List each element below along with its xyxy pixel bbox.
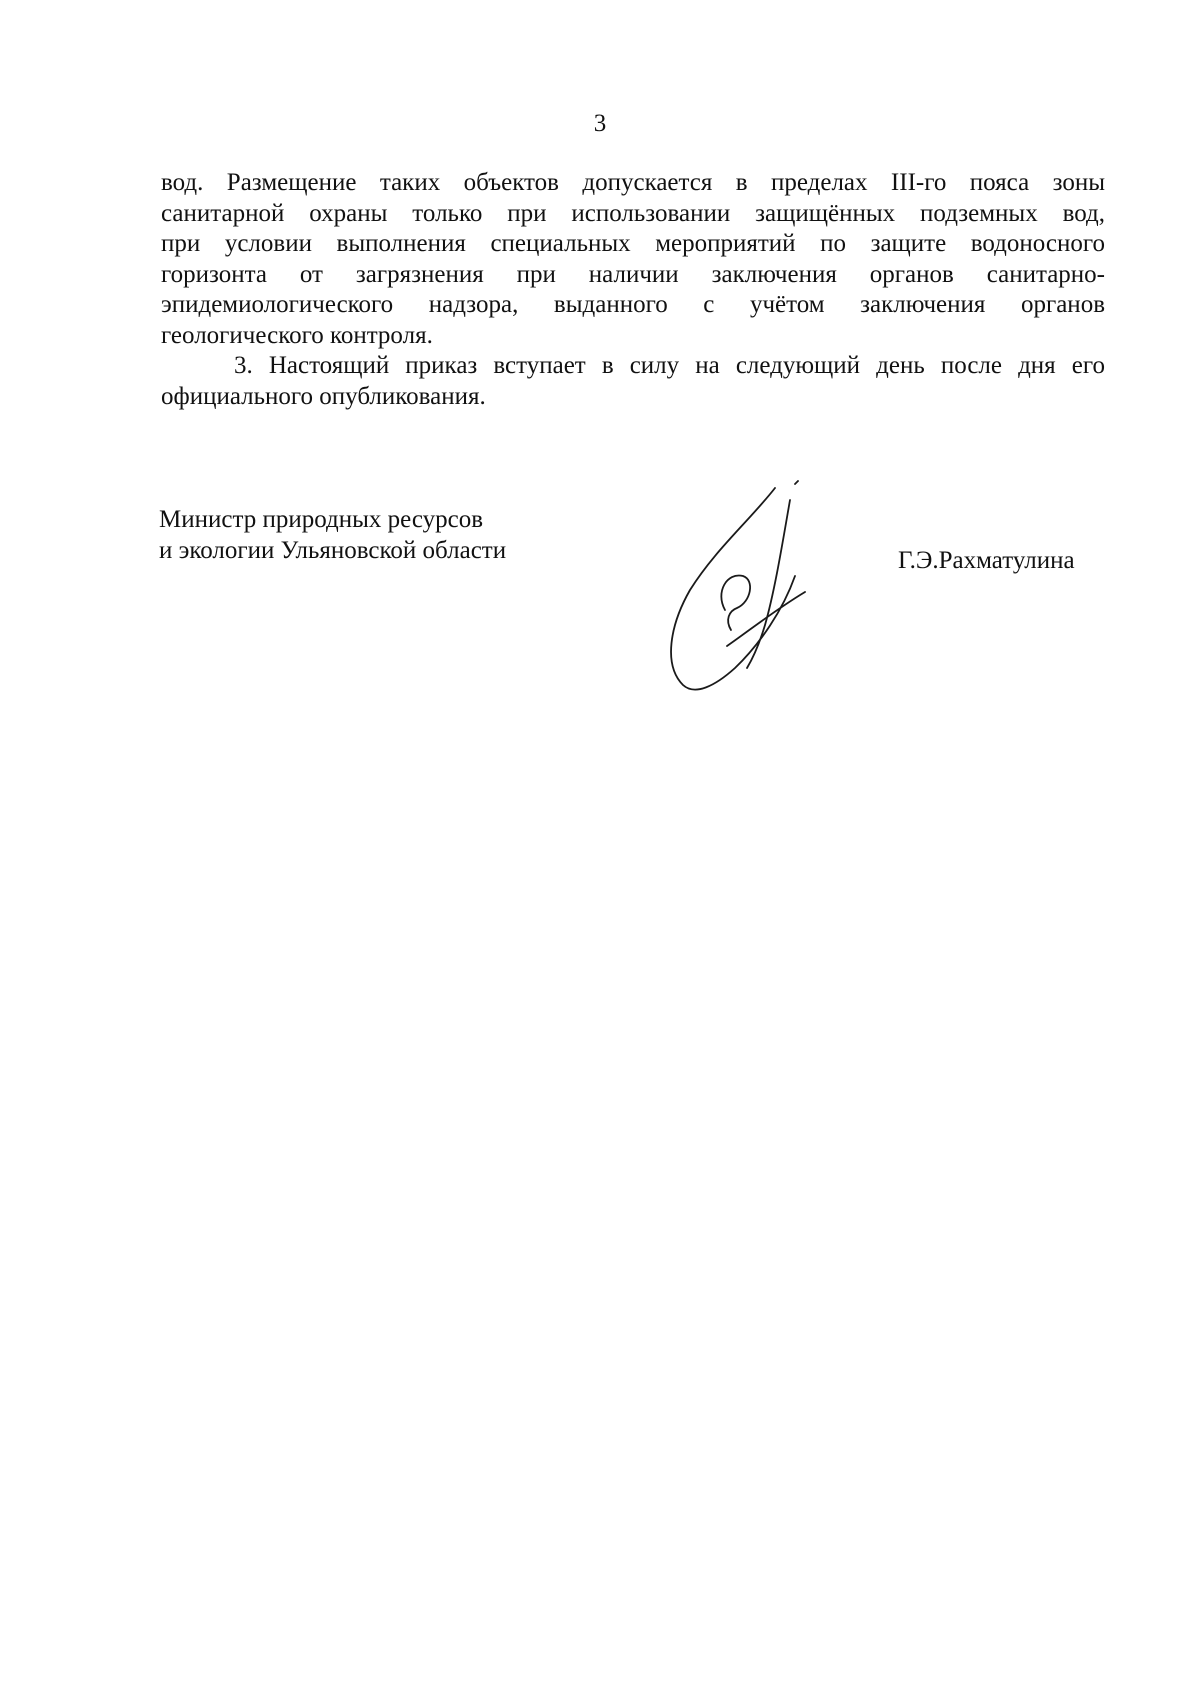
- document-body: [161, 168, 1105, 412]
- body-line: эпидемиологического надзора, выданного с учётом заключения органов: [161, 291, 1105, 318]
- body-line: геологического контроля.: [161, 321, 433, 349]
- body-line: при условии выполнения специальных мероприятий по защите водоносного: [161, 230, 1105, 257]
- item-3-line: 3. Настоящий приказ вступает в силу на следующий день после дня его: [234, 352, 1105, 379]
- signer-position: [159, 504, 506, 566]
- body-line: горизонта от загрязнения при наличии заключения органов санитарно-: [161, 260, 1105, 288]
- page-number: 3: [593, 110, 607, 137]
- signer-name: Г.Э.Рахматулина: [898, 547, 1075, 574]
- signer-position-line: Министр природных ресурсов: [159, 506, 484, 533]
- body-line: санитарной охраны только при использовании защищённых подземных вод,: [161, 199, 1105, 227]
- signer-position-line: и экологии Ульяновской области: [159, 537, 507, 564]
- item-3-line: официального опубликования.: [161, 382, 486, 410]
- body-line: вод. Размещение таких объектов допускается в пределах III-го пояса зоны: [161, 169, 1105, 196]
- signature-icon: [655, 480, 830, 700]
